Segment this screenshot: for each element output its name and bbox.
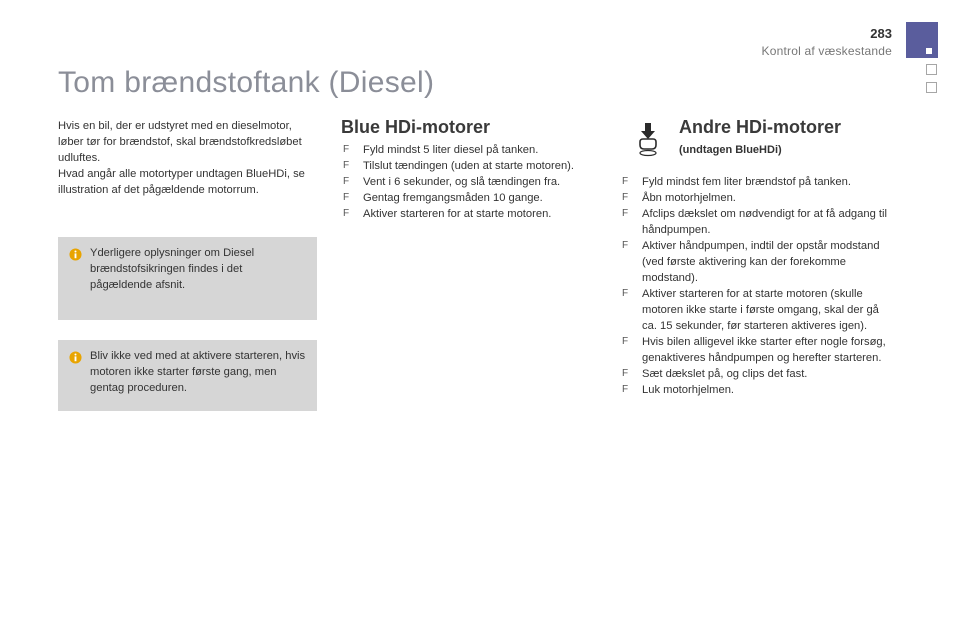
intro-paragraph: Hvis en bil, der er udstyret med en dieselmotor, løber tør for brændstof, skal brændstofkredsløbet udluftes. [58, 120, 302, 164]
list-item [620, 366, 892, 382]
bullet: F [622, 288, 629, 299]
list-item [341, 174, 611, 190]
bullet: F [622, 240, 629, 251]
hand-pump-icon [636, 122, 660, 158]
step-text: Afclips dækslet om nødvendigt for at få adgang til håndpumpen. [642, 208, 888, 236]
step-text: Fyld mindst 5 liter diesel på tanken. [363, 144, 539, 156]
intro-paragraph: Hvad angår alle motortyper undtagen BlueHDi, se illustration af det pågældende motorrum. [58, 168, 305, 196]
step-text: Tilslut tændingen (uden at starte motoren). [363, 160, 575, 172]
tab-marker [926, 48, 932, 54]
step-text: Aktiver starteren for at starte motoren. [363, 208, 552, 220]
info-icon [69, 351, 82, 364]
info-text: Bliv ikke ved med at aktivere starteren, hvis motoren ikke starter første gang, men gentag proceduren. [90, 350, 306, 394]
step-text: Aktiver håndpumpen, indtil der opstår modstand (ved første aktivering kan der forekomme modstand). [642, 240, 880, 284]
step-text: Åbn motorhjelmen. [642, 192, 736, 204]
bullet: F [622, 208, 629, 219]
bullet: F [622, 192, 629, 203]
info-text: Yderligere oplysninger om Diesel brændstofsikringen findes i det pågældende afsnit. [90, 247, 255, 291]
section-tab-active[interactable] [906, 22, 938, 58]
list-item [341, 142, 611, 158]
list-item [620, 238, 892, 286]
step-text: Hvis bilen alligevel ikke starter efter nogle forsøg, genaktiveres håndpumpen og herefter starteren. [642, 336, 886, 364]
section-tab[interactable] [926, 64, 937, 75]
step-text: Aktiver starteren for at starte motoren (skulle motoren ikke starte i første omgang, skal der gå ca. 15 sekunder, før starteren aktiveres igen). [642, 288, 879, 332]
other-hdi-subheading: (undtagen BlueHDi) [679, 144, 782, 156]
list-item [620, 174, 892, 190]
bullet: F [622, 336, 629, 347]
bullet: F [622, 176, 629, 187]
step-text: Vent i 6 sekunder, og slå tændingen fra. [363, 176, 561, 188]
blue-hdi-heading: Blue HDi-motorer [341, 117, 491, 137]
other-hdi-heading: Andre HDi-motorer [679, 117, 842, 137]
list-item [620, 206, 892, 238]
section-title: Kontrol af væskestande [761, 44, 892, 58]
info-box [58, 237, 317, 320]
page-title: Tom brændstoftank (Diesel) [58, 66, 435, 99]
bullet: F [622, 368, 629, 379]
bullet: F [343, 144, 350, 155]
step-text: Luk motorhjelmen. [642, 384, 735, 396]
list-item [620, 286, 892, 334]
list-item [620, 382, 892, 398]
bullet: F [343, 208, 350, 219]
step-text: Fyld mindst fem liter brændstof på tanken. [642, 176, 851, 188]
list-item [620, 190, 892, 206]
bullet: F [343, 192, 350, 203]
bullet: F [622, 384, 629, 395]
list-item [341, 206, 611, 222]
bullet: F [343, 176, 350, 187]
bullet: F [343, 160, 350, 171]
info-icon [69, 248, 82, 261]
section-tab[interactable] [926, 82, 937, 93]
info-box [58, 340, 317, 411]
blue-hdi-steps [341, 142, 611, 222]
step-text: Gentag fremgangsmåden 10 gange. [363, 192, 543, 204]
list-item [620, 334, 892, 366]
page-number: 283 [870, 26, 892, 41]
list-item [341, 158, 611, 174]
intro-text [58, 118, 318, 198]
other-hdi-steps [620, 174, 892, 398]
step-text: Sæt dækslet på, og clips det fast. [642, 368, 808, 380]
list-item [341, 190, 611, 206]
